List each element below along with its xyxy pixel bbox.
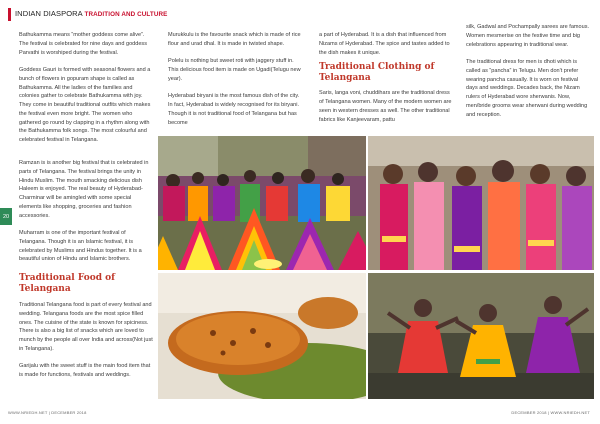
paragraph: a part of Hyderabad. It is a dish that influenced from Nizams of Hyderabad. The spice and tastes added to the dish makes it unique. <box>319 32 450 56</box>
paragraph: Garijalu with the sweet stuff is the main food item that is made for functions, festivals and weddings. <box>19 363 151 378</box>
paragraph: Saris, langa voni, chuddihars are the traditional dress of Telangana women. Many of the modern women are seen in western dresses as well. The other traditional fabrics like Kanjeevaram, pattu <box>319 90 452 123</box>
paragraph: silk, Gadwal and Pochampally sarees are famous. Women mesmerise on the festive time and big celebrations appearing in traditional wear. <box>466 24 590 48</box>
food-heading: Traditional Food of Telangana <box>19 273 116 294</box>
page-number-tab: 20 <box>0 208 12 225</box>
paragraph: Ramzan is is another big festival that is celebrated in parts of Telangana. The festival brings the unity in Hindu Muslim. The mouth smacking delicious dish Haleem is enjoyed. The real beauty of Hyderabad- Charminar will be amingled with some special elements like shopping, groceries and fashion accessories. <box>19 160 149 219</box>
section-category: TRADITION AND CULTURE <box>84 11 168 18</box>
footer-right: DECEMBER 2018 | WWW.NRIEDH.NET <box>511 410 590 415</box>
bathukamma-photo <box>158 136 366 270</box>
section-header <box>15 9 167 18</box>
column-3 <box>319 31 454 124</box>
paragraph: Goddess Gauri is formed with seasonal flowers and a bunch of flowers in gopuram shape is called as Bathukamma. All the ladies of the families and colonies gather to celebrate Bathukamma with joy. They come in beautiful traditional outfits which makes the festival even more bright. The women who gathered go round by clapping in a rhythm along with the Bathukamma folk songs. The most colourful and celebrated festival in Telangana. <box>19 67 151 143</box>
clothing-heading-line2: Telangana <box>319 73 371 84</box>
paragraph: Murukkulu is the favourite snack which is made of rice flour and urad dhal. It is made in twisted shape. <box>168 32 301 47</box>
clothing-heading-line1: Traditional Clothing of <box>319 62 435 73</box>
paragraph: Traditional Telangana food is part of every festival and wedding. Telangana foods are the most spice filled ones. The cuisine of the state is known for spiciness. There is also a big list of snacks which are loved to munch by the people all over India and across(Not just in Telangana). <box>19 302 153 352</box>
paragraph: Hyderabad biryani is the most famous dish of the city. In fact, Hyderabad is widely recognised for its biryani. Though it is not traditional food of Telangana but has become <box>168 93 300 126</box>
column-2 <box>168 31 303 127</box>
section-title: INDIAN DIASPORA <box>15 9 83 18</box>
clothing-heading <box>319 62 454 84</box>
paragraph: The traditional dress for men is dhoti which is called as “pancha” in Telugu. Men don't prefer wearing pancha casually. It is worn on festival days and weddings. Decades back, the Nizam rulers of Hyderabad wore sherwanis. Now, men/bride grooms wear sherwani during wedding and reception. <box>466 59 588 118</box>
header-accent-bar <box>8 8 11 21</box>
paragraph: Muharram is one of the important festival of Telangana. Though it is an Islamic festival, it is celebrated by Muslims and Hindus together. It is a beautiful union of Hindu and Islamic brothers. <box>19 230 142 263</box>
women-sarees-photo <box>368 136 594 270</box>
dancers-photo <box>368 273 594 399</box>
column-4 <box>466 23 591 119</box>
footer-left: WWW.NRIEDH.NET | DECEMBER 2018 <box>8 410 87 415</box>
food-photo <box>158 273 366 399</box>
paragraph: Bathukamma means “mother goddess come alive”. The festival is celebrated for nine days and goddess Parvathi is worshiped during the festival. <box>19 32 147 56</box>
column-1-upper <box>19 31 154 145</box>
paragraph: Polelu is nothing but sweet roti with jaggery stuff in. This delicious food item is made on Ugadi(Telugu new year). <box>168 58 301 82</box>
column-1-lower <box>19 159 154 380</box>
